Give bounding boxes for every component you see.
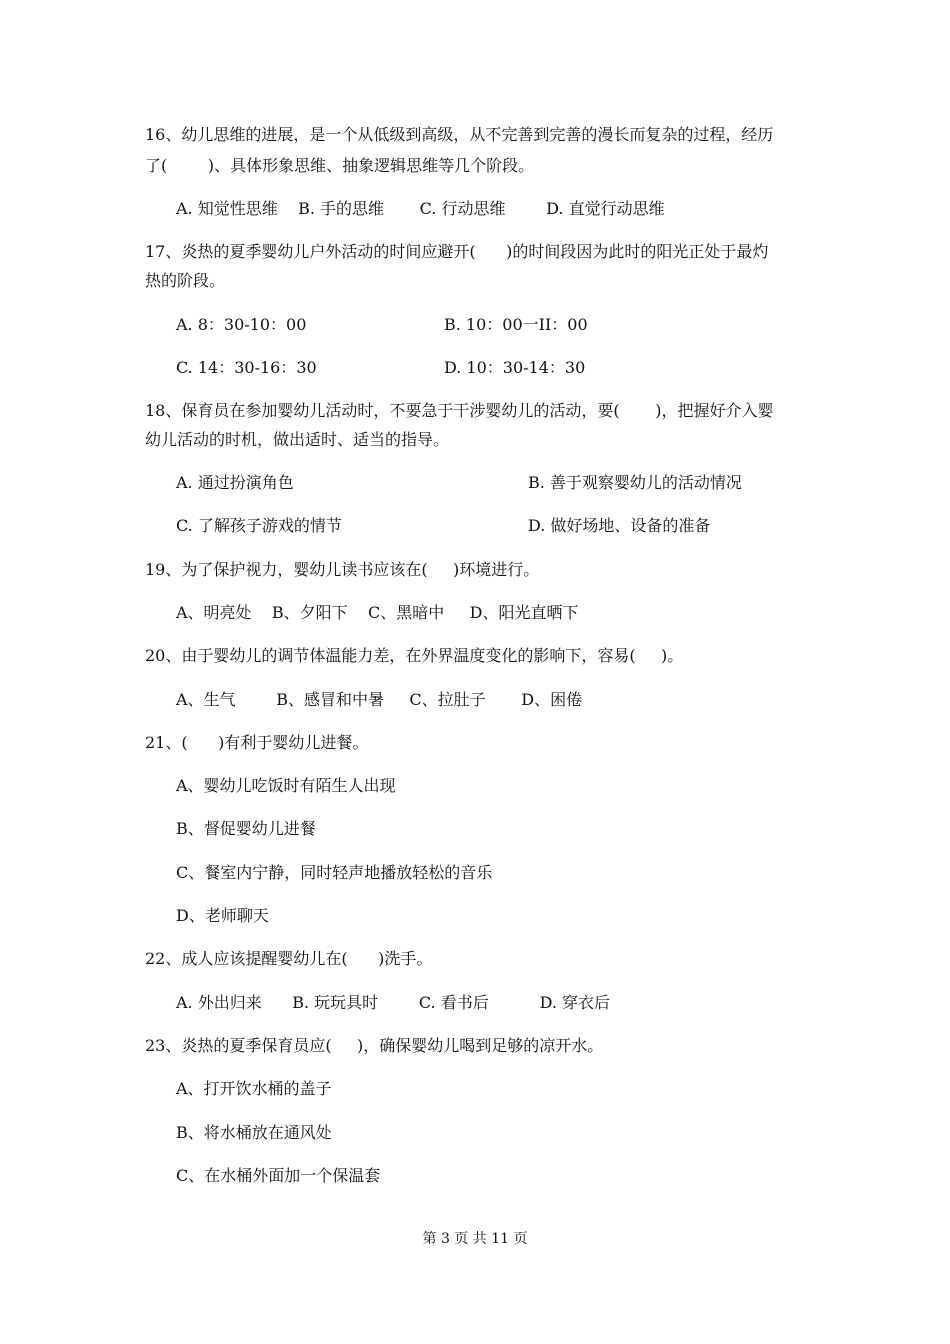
page-footer: 第 3 页 共 11 页 [422, 1231, 528, 1247]
q20-stem: 20、由于婴幼儿的调节体温能力差，在外界温度变化的影响下，容易( )。 [145, 646, 684, 665]
q17-option-d: D. 10：30-14：30 [444, 358, 586, 377]
q19-stem: 19、为了保护视力，婴幼儿读书应该在( )环境进行。 [145, 560, 540, 579]
q17-stem-line1: 17、炎热的夏季婴幼儿户外活动的时间应避开( )的时间段因为此时的阳光正处于最灼 [145, 242, 769, 261]
q18-option-a: A. 通过扮演角色 [176, 473, 294, 492]
q23-stem: 23、炎热的夏季保育员应( )，确保婴幼儿喝到足够的凉开水。 [145, 1036, 604, 1055]
q23-option-b: B、将水桶放在通风处 [176, 1123, 332, 1142]
q21-option-c: C、餐室内宁静，同时轻声地播放轻松的音乐 [176, 863, 493, 882]
q17-stem-line2: 热的阶段。 [145, 271, 226, 290]
q16-stem-line2: 了( )、具体形象思维、抽象逻辑思维等几个阶段。 [145, 156, 535, 175]
q17-option-b: B. 10：00一II：00 [444, 315, 588, 334]
q18-option-c: C. 了解孩子游戏的情节 [176, 516, 342, 535]
q23-option-a: A、打开饮水桶的盖子 [176, 1079, 332, 1098]
q21-option-d: D、老师聊天 [176, 906, 269, 925]
q17-option-c: C. 14：30-16：30 [176, 358, 317, 377]
q18-stem-line1: 18、保育员在参加婴幼儿活动时，不要急于干涉婴幼儿的活动，要( )，把握好介入婴 [145, 401, 774, 420]
q18-stem-line2: 幼儿活动的时机，做出适时、适当的指导。 [145, 430, 450, 449]
q18-option-b: B. 善于观察婴幼儿的活动情况 [528, 473, 742, 492]
q19-options: A、明亮处 B、夕阳下 C、黑暗中 D、阳光直晒下 [176, 603, 579, 622]
q21-stem: 21、( )有利于婴幼儿进餐。 [145, 733, 369, 752]
q23-option-c: C、在水桶外面加一个保温套 [176, 1166, 381, 1185]
q21-option-a: A、婴幼儿吃饭时有陌生人出现 [176, 776, 396, 795]
q17-option-a: A. 8：30-10：00 [176, 315, 307, 334]
q18-option-d: D. 做好场地、设备的准备 [528, 516, 711, 535]
q16-options: A. 知觉性思维 B. 手的思维 C. 行动思维 D. 直觉行动思维 [176, 199, 665, 218]
q20-options: A、生气 B、感冒和中暑 C、拉肚子 D、困倦 [176, 690, 583, 709]
q22-stem: 22、成人应该提醒婴幼儿在( )洗手。 [145, 949, 433, 968]
q16-stem-line1: 16、幼儿思维的进展，是一个从低级到高级，从不完善到完善的漫长而复杂的过程，经历 [145, 125, 774, 144]
q21-option-b: B、督促婴幼儿进餐 [176, 819, 316, 838]
q22-options: A. 外出归来 B. 玩玩具时 C. 看书后 D. 穿衣后 [176, 993, 610, 1012]
